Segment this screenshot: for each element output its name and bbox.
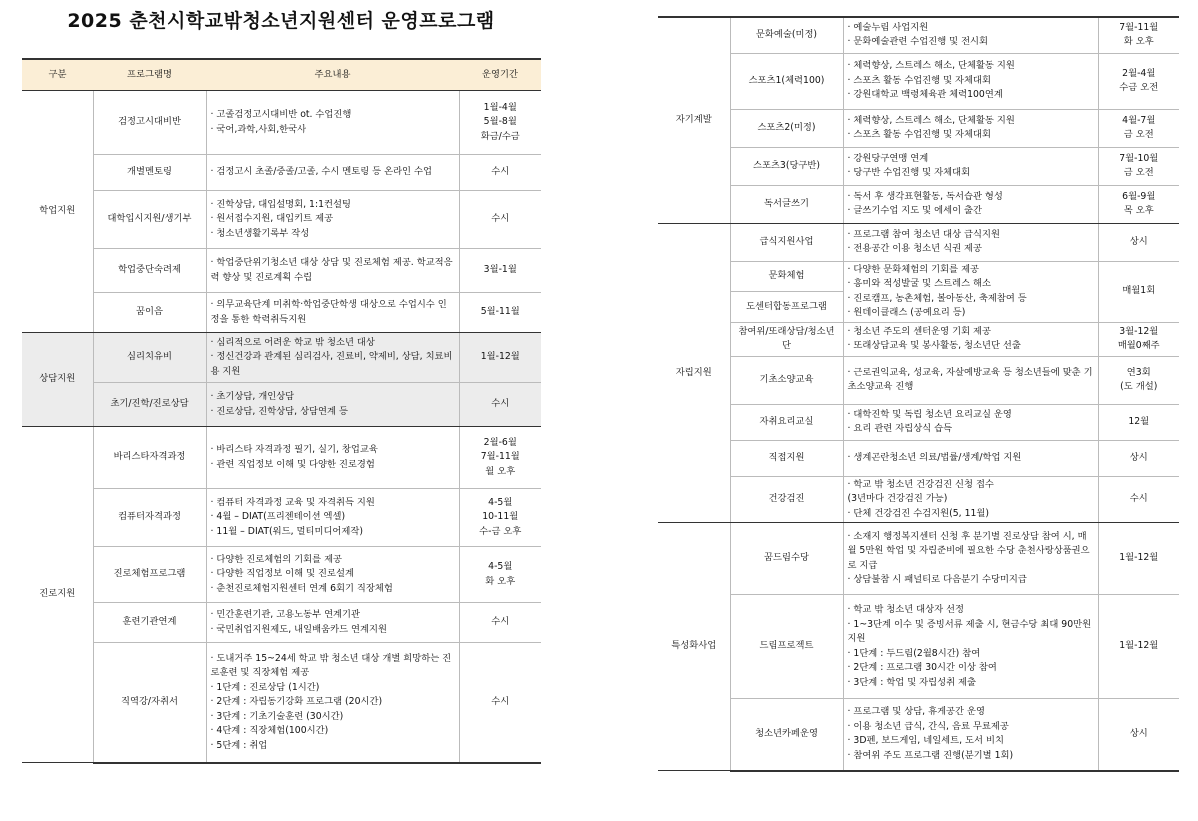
- text-line: 상시: [1129, 235, 1148, 247]
- program-period-cell: [1098, 595, 1179, 699]
- text-line: · 학교 밖 청소년 건강검진 신청 접수: [847, 478, 994, 490]
- text-line: 수-금 오후: [479, 525, 522, 537]
- text-line: 수금 오전: [1119, 82, 1159, 93]
- header-content: 주요내용: [206, 59, 459, 91]
- text-line: 화금/수금: [480, 130, 520, 142]
- program-period-cell: [1098, 147, 1179, 185]
- program-content-cell: [843, 53, 1098, 109]
- program-name-cell: 직접지원: [730, 440, 843, 476]
- text-line: · 상담불참 시 패널티로 다음분기 수당미지급: [847, 574, 1027, 585]
- program-content-cell: [206, 603, 459, 643]
- table-row: [658, 261, 1179, 292]
- program-period-cell: [459, 489, 541, 547]
- table-row: [22, 91, 541, 155]
- category-cell: 학업지원: [22, 91, 93, 333]
- table-row: [22, 333, 541, 383]
- text-line: · 학업중단위기청소년 대상 상담 및 진로체험 제공. 학교적응력 향상 및 진로계획 수립: [210, 257, 453, 283]
- text-line: · 문화예술관련 수업진행 및 전시회: [847, 36, 989, 48]
- text-line: · 프로그램 참여 청소년 대상 급식지원: [847, 228, 1000, 240]
- text-line: · 진로캠프, 농촌체험, 볼아동산, 축제참여 등: [847, 292, 1027, 304]
- program-content-cell: [206, 383, 459, 427]
- text-line: (도 개설): [1120, 381, 1158, 392]
- program-period-cell: [459, 383, 541, 427]
- program-name-cell: 훈련기관연계: [93, 603, 206, 643]
- table-row: [658, 476, 1179, 523]
- text-line: · 단체 건강검진 수검지원(5, 11월): [847, 507, 990, 519]
- text-line: · 초기상담, 개인상담: [210, 391, 295, 402]
- text-line: 목 오후: [1123, 205, 1154, 216]
- program-content-cell: [843, 17, 1098, 53]
- text-line: 월 오후: [485, 465, 516, 477]
- table-row: [658, 404, 1179, 440]
- program-period-cell: [459, 191, 541, 249]
- text-line: · 글쓰기수업 지도 및 에세이 출간: [847, 205, 982, 216]
- category-cell: 진로지원: [22, 427, 93, 763]
- program-period-cell: [459, 643, 541, 763]
- program-period-cell: [459, 155, 541, 191]
- table-header-row: [22, 59, 541, 91]
- program-content-cell: [843, 595, 1098, 699]
- text-line: 상시: [1129, 728, 1148, 739]
- text-line: 금 오전: [1123, 129, 1154, 140]
- header-program: 프로그램명: [93, 59, 206, 91]
- table-row: [22, 155, 541, 191]
- text-line: · 관련 직업정보 이해 및 다양한 진로경험: [210, 458, 375, 470]
- program-period-cell: [1098, 356, 1179, 404]
- table-row: [658, 523, 1179, 595]
- text-line: · 체력향상, 스트레스 해소, 단체활동 지원: [847, 114, 1015, 126]
- text-line: · 이용 청소년 급식, 간식, 음료 무료제공: [847, 720, 1009, 732]
- table-row: [22, 643, 541, 763]
- text-line: · 국민취업지원제도, 내일배움카드 연계지원: [210, 623, 387, 635]
- program-period-cell: [1098, 523, 1179, 595]
- program-period-cell: [1098, 476, 1179, 523]
- program-content-cell: [843, 185, 1098, 223]
- text-line: 화 오후: [485, 575, 516, 587]
- text-line: 1월-12월: [1119, 640, 1159, 652]
- program-name-cell: 문화체험: [730, 261, 843, 292]
- program-name-cell: 기초소양교육: [730, 356, 843, 404]
- program-content-cell: [206, 249, 459, 293]
- text-line: 3월-1월: [483, 264, 517, 276]
- text-line: 2월-4월: [1122, 67, 1156, 79]
- table-row: [22, 293, 541, 333]
- text-line: · 진로상담, 진학상담, 상담연계 등: [210, 405, 348, 417]
- table-row: [658, 356, 1179, 404]
- program-name-cell: 스포츠2(미정): [730, 109, 843, 147]
- program-period-cell: [1098, 185, 1179, 223]
- text-line: · 춘천진로체험지원센터 연계 6회기 직장체험: [210, 582, 393, 594]
- category-cell: 자립지원: [658, 223, 730, 523]
- table-row: [22, 547, 541, 603]
- text-line: 수시: [491, 616, 510, 628]
- text-line: 화 오후: [1123, 36, 1154, 48]
- program-name-cell: 독서글쓰기: [730, 185, 843, 223]
- table-row: [22, 191, 541, 249]
- table-row: [658, 322, 1179, 356]
- text-line: · 진학상담, 대입설명회, 1:1컨설팅: [210, 198, 351, 210]
- table-row: [658, 147, 1179, 185]
- text-line: · 심리적으로 어려운 학교 밖 청소년 대상: [210, 336, 375, 348]
- program-name-cell: 자취요리교실: [730, 404, 843, 440]
- program-period-cell: [459, 427, 541, 489]
- program-name-cell: 꿈드림수당: [730, 523, 843, 595]
- text-line: 4-5월: [488, 561, 513, 572]
- text-line: · 또래상담교육 및 봉사활동, 청소년단 선출: [847, 340, 1021, 351]
- header-category: 구분: [22, 59, 93, 91]
- text-line: 7월-11월: [1119, 21, 1159, 33]
- text-line: 매월0째주: [1117, 340, 1160, 351]
- program-name-cell: 진로체험프로그램: [93, 547, 206, 603]
- text-line: 1월-4월: [483, 101, 517, 113]
- text-line: · 컴퓨터 자격과정 교육 및 자격취득 지원: [210, 496, 375, 508]
- program-name-cell: 꿈이음: [93, 293, 206, 333]
- text-line: · 11월 – DIAT(워드, 멀티미디어제작): [210, 525, 363, 537]
- program-period-cell: [1098, 261, 1179, 322]
- program-table-right: [658, 16, 1179, 772]
- text-line: · 5단계 : 취업: [210, 739, 268, 751]
- text-line: 6월-9월: [1122, 190, 1156, 202]
- table-row: [658, 595, 1179, 699]
- text-line: · 의무교육단계 미취학·학업중단학생 대상으로 수업시수 인정을 통한 학력취득지원: [210, 299, 447, 325]
- table-row: [22, 489, 541, 547]
- program-name-cell: 직역강/자취서: [93, 643, 206, 763]
- program-content-cell: [206, 333, 459, 383]
- text-line: · 다양한 진로체험의 기회를 제공: [210, 553, 343, 565]
- table-row: [658, 699, 1179, 771]
- program-name-cell: 학업중단숙려제: [93, 249, 206, 293]
- text-line: · 3단계 : 기초기술훈련 (30시간): [210, 710, 344, 722]
- program-name-cell: 문화예술(미정): [730, 17, 843, 53]
- category-cell: 자기계발: [658, 17, 730, 223]
- program-period-cell: [459, 603, 541, 643]
- program-period-cell: [1098, 699, 1179, 771]
- program-content-cell: [206, 191, 459, 249]
- program-content-cell: [843, 356, 1098, 404]
- text-line: (3년마다 건강검진 가능): [847, 493, 948, 504]
- text-line: · 검정고시 초졸/중졸/고졸, 수시 멘토링 등 온라인 수업: [210, 166, 432, 178]
- text-line: · 요리 관련 자립상식 습득: [847, 423, 953, 434]
- table-row: [22, 427, 541, 489]
- text-line: · 근로권익교육, 성교육, 자살예방교육 등 청소년들에 맞춘 기초소양교육 진행: [847, 366, 1093, 392]
- text-line: · 1~3단계 이수 및 증빙서류 제출 시, 현금수당 최대 90만원 지원: [847, 618, 1092, 644]
- program-content-cell: [843, 223, 1098, 261]
- text-line: 수시: [1129, 493, 1148, 504]
- text-line: · 강원대학교 백령체육관 체력100연계: [847, 89, 1003, 101]
- text-line: · 스포츠 활동 수업진행 및 자체대회: [847, 74, 991, 86]
- table-row: [22, 383, 541, 427]
- program-period-cell: [1098, 223, 1179, 261]
- text-line: 3월-12월: [1119, 325, 1159, 337]
- page-title: 2025 춘천시학교밖청소년지원센터 운영프로그램: [67, 10, 495, 32]
- program-name-cell: 스포츠1(체력100): [730, 53, 843, 109]
- text-line: · 3D펜, 보드게임, 네일세트, 도서 비치: [847, 735, 1004, 747]
- program-name-cell: 스포츠3(당구반): [730, 147, 843, 185]
- text-line: · 강원당구연맹 연계: [847, 152, 929, 164]
- text-line: 수시: [491, 166, 510, 178]
- program-period-cell: [1098, 322, 1179, 356]
- text-line: · 청소년생활기록부 작성: [210, 227, 310, 239]
- text-line: 7월-11월: [480, 451, 520, 463]
- table-row: [22, 603, 541, 643]
- text-line: · 다양한 직업정보 이해 및 진로설계: [210, 568, 354, 580]
- program-content-cell: [206, 293, 459, 333]
- text-line: · 바리스타 자격과정 필기, 실기, 창업교육: [210, 444, 378, 455]
- program-name-cell: 바리스타자격과정: [93, 427, 206, 489]
- program-content-cell: [843, 699, 1098, 771]
- program-name-cell: 급식지원사업: [730, 223, 843, 261]
- text-line: · 소재지 행정복지센터 신청 후 분기별 진로상담 참여 시, 매월 5만원 학업 및 자립준비에 필요한 수당 춘천사랑상품권으로 지급: [847, 530, 1090, 571]
- program-name-cell: 도센터합동프로그램: [730, 292, 843, 323]
- text-line: · 흥미와 적성발굴 및 스트레스 해소: [847, 278, 991, 289]
- text-line: 4월-7월: [1122, 114, 1156, 126]
- text-line: · 당구반 수업진행 및 자체대회: [847, 167, 971, 178]
- program-name-cell: 참여위/또래상담/청소년단: [730, 322, 843, 356]
- program-content-cell: [843, 147, 1098, 185]
- text-line: · 스포츠 활동 수업진행 및 자체대회: [847, 129, 991, 140]
- text-line: · 다양한 문화체험의 기회를 제공: [847, 263, 980, 275]
- text-line: 상시: [1129, 451, 1148, 463]
- program-content-cell: [843, 322, 1098, 356]
- text-line: · 전용공간 이용 청소년 식권 제공: [847, 243, 982, 254]
- table-row: [658, 185, 1179, 223]
- program-name-cell: 건강검진: [730, 476, 843, 523]
- program-content-cell: [206, 91, 459, 155]
- text-line: · 참여위 주도 프로그램 진행(분기별 1회): [847, 749, 1014, 761]
- program-content-cell: [206, 643, 459, 763]
- program-name-cell: 개별멘토링: [93, 155, 206, 191]
- program-period-cell: [1098, 53, 1179, 109]
- program-period-cell: [1098, 440, 1179, 476]
- text-line: 7월-10월: [1119, 152, 1159, 164]
- text-line: · 2단계 : 프로그램 30시간 이상 참여: [847, 662, 997, 673]
- program-content-cell: [843, 404, 1098, 440]
- header-period: 운영기간: [459, 59, 541, 91]
- program-period-cell: [1098, 17, 1179, 53]
- text-line: · 원데이클래스 (공예요리 등): [847, 307, 966, 318]
- text-line: · 국어,과학,사회,한국사: [210, 123, 307, 135]
- text-line: · 프로그램 및 상담, 휴게공간 운영: [847, 706, 985, 718]
- text-line: 2월-6월: [483, 436, 517, 448]
- text-line: · 대학진학 및 독립 청소년 요리교실 운영: [847, 408, 1012, 420]
- text-line: 5월-8월: [483, 116, 517, 128]
- program-period-cell: [459, 547, 541, 603]
- program-period-cell: [459, 91, 541, 155]
- program-content-cell: [206, 547, 459, 603]
- table-row: [658, 109, 1179, 147]
- program-content-cell: [843, 523, 1098, 595]
- category-cell: 상담지원: [22, 333, 93, 427]
- text-line: 10-11월: [482, 511, 519, 523]
- program-name-cell: 심리치유비: [93, 333, 206, 383]
- program-table-left: [22, 58, 541, 764]
- text-line: · 원서접수지원, 대입키트 제공: [210, 213, 334, 225]
- text-line: · 1단계 : 진로상담 (1시간): [210, 681, 320, 693]
- program-content-cell: [843, 476, 1098, 523]
- program-period-cell: [459, 333, 541, 383]
- text-line: 4-5월: [488, 496, 513, 508]
- table-row: [658, 223, 1179, 261]
- program-period-cell: [1098, 109, 1179, 147]
- text-line: · 4단계 : 직장체험(100시간): [210, 725, 329, 736]
- text-line: · 2단계 : 자립동기강화 프로그램 (20시간): [210, 696, 383, 707]
- table-row: [658, 53, 1179, 109]
- text-line: · 3단계 : 학업 및 자립성취 제출: [847, 676, 977, 688]
- program-name-cell: 초기/진학/진로상담: [93, 383, 206, 427]
- program-content-cell: [843, 109, 1098, 147]
- text-line: · 생계곤란청소년 의료/법률/생계/학업 지원: [847, 451, 1022, 463]
- text-line: · 청소년 주도의 센터운영 기회 제공: [847, 325, 991, 337]
- text-line: · 도내거주 15~24세 학교 밖 청소년 대상 개별 희망하는 진로훈련 및 직장체험 제공: [210, 652, 452, 678]
- text-line: · 체력향상, 스트레스 해소, 단체활동 지원: [847, 60, 1015, 72]
- program-period-cell: [1098, 404, 1179, 440]
- program-content-cell: [206, 155, 459, 191]
- program-period-cell: [459, 293, 541, 333]
- text-line: 매월1회: [1122, 285, 1156, 297]
- text-line: · 독서 후 생각표현활동, 독서습관 형성: [847, 190, 1003, 202]
- text-line: 연3회: [1126, 366, 1151, 378]
- table-row: [22, 249, 541, 293]
- text-line: · 정신건강과 관계된 심리검사, 진료비, 약제비, 상담, 치료비용 지원: [210, 351, 453, 377]
- text-line: 5월-11월: [480, 306, 520, 318]
- text-line: 수시: [491, 398, 510, 410]
- program-content-cell: [843, 440, 1098, 476]
- program-name-cell: 드림프로젝트: [730, 595, 843, 699]
- text-line: · 고졸검정고시대비반 ot. 수업진행: [210, 109, 352, 120]
- program-content-cell: [206, 489, 459, 547]
- program-period-cell: [459, 249, 541, 293]
- program-content-cell: [206, 427, 459, 489]
- text-line: 12월: [1128, 415, 1150, 427]
- program-name-cell: 청소년카페운영: [730, 699, 843, 771]
- text-line: 수시: [491, 213, 510, 225]
- text-line: 1월-12월: [480, 351, 520, 363]
- text-line: · 4월 – DIAT(프리젠테이션 엑셀): [210, 511, 346, 523]
- program-name-cell: 대학입시지원/생기부: [93, 191, 206, 249]
- text-line: · 민간훈련기관, 고용노동부 연계기관: [210, 609, 360, 620]
- text-line: 1월-12월: [1119, 552, 1159, 564]
- category-cell: 특성화사업: [658, 523, 730, 771]
- program-name-cell: 검정고시대비반: [93, 91, 206, 155]
- text-line: · 1단계 : 두드림(2월8시간) 참여: [847, 647, 981, 659]
- text-line: 수시: [491, 696, 510, 707]
- text-line: 금 오전: [1123, 167, 1154, 178]
- text-line: · 예술누림 사업지원: [847, 21, 929, 33]
- table-row: [658, 440, 1179, 476]
- text-line: · 학교 밖 청소년 대상자 선정: [847, 604, 965, 615]
- table-row: [658, 17, 1179, 53]
- program-content-cell: [843, 261, 1098, 322]
- program-name-cell: 컴퓨터자격과정: [93, 489, 206, 547]
